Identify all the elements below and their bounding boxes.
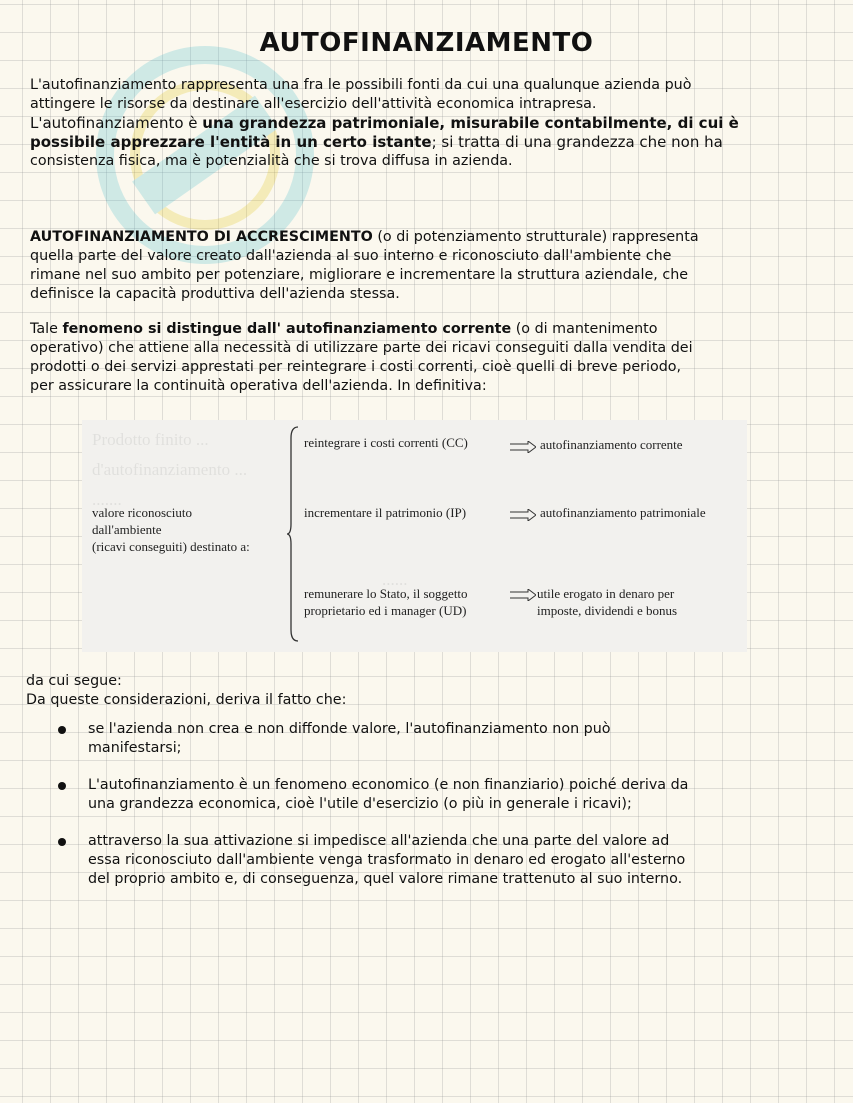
arrow-right-icon (510, 509, 536, 521)
list-item: L'autofinanziamento è un fenomeno economico (e non finanziario) poiché deriva da una grandezza economica, cioè l'utile d'esercizio (o più in generale i ricavi); (52, 776, 802, 814)
text-line: L'autofinanziamento è una grandezza patrimoniale, misurabile contabilmente, di cui è (30, 114, 739, 132)
brace-icon (287, 426, 299, 642)
diagram-result-ip: autofinanziamento patrimoniale (540, 505, 706, 520)
consequences-list (52, 720, 802, 907)
section-heading: AUTOFINANZIAMENTO DI ACCRESCIMENTO (30, 229, 373, 245)
text-line: da cui segue: (26, 673, 122, 689)
list-item: se l'azienda non crea e non diffonde valore, l'autofinanziamento non può manifestarsi; (52, 720, 802, 758)
text-line: AUTOFINANZIAMENTO DI ACCRESCIMENTO (o di potenziamento strutturale) rappresenta (30, 229, 699, 245)
accrescimento-paragraph (30, 228, 820, 304)
diagram-source: valore riconosciuto dall'ambiente (ricavi conseguiti) destinato a: (92, 505, 250, 554)
text-line: rimane nel suo ambito per potenziare, migliorare e incrementare la struttura aziendale, che (30, 267, 689, 283)
text-line: Da queste considerazioni, deriva il fatto che: (26, 692, 347, 708)
diagram-use-ip: incrementare il patrimonio (IP) (304, 505, 467, 520)
bullet-icon (58, 838, 66, 846)
list-item: attraverso la sua attivazione si impedisce all'azienda che una parte del valore ad essa riconosciuto dall'ambiente venga trasformato in denaro ed erogato all'esterno del proprio ambito e, di conseguenza, quel valore rimane trattenuto al suo interno. (52, 832, 802, 889)
diagram-use-cc: reintegrare i costi correnti (CC) (304, 435, 468, 450)
text-line: quella parte del valore creato dall'azienda al suo interno e riconosciuto dall'ambiente che (30, 248, 672, 264)
text-line: L'autofinanziamento rappresenta una fra le possibili fonti da cui una qualunque azienda può (30, 77, 692, 93)
bullet-icon (58, 726, 66, 734)
bullet-icon (58, 782, 66, 790)
conclusion-intro (26, 672, 346, 710)
diagram-scan: Prodotto finito ... d'autofinanziamento ... ....... ...... valore riconosciuto dall'ambiente (ricavi conseguiti) destinato a: reintegrare i costi correnti (CC) autofinanziamento corrente incrementare il patrimonio (IP) autofinanziamento patrimoniale remunerare lo Stato, il soggetto proprietario ed i manager (UD) utile erogato in denaro per imposte, dividendi e bonus (82, 420, 747, 652)
corrente-paragraph (30, 320, 820, 396)
diagram-result-cc: autofinanziamento corrente (540, 437, 683, 452)
diagram-use-ud: remunerare lo Stato, il soggetto proprietario ed i manager (UD) (304, 586, 468, 618)
text-line: operativo) che attiene alla necessità di utilizzare parte dei ricavi conseguiti dalla vendita dei (30, 340, 693, 356)
diagram-result-ud: utile erogato in denaro per imposte, dividendi e bonus (537, 586, 678, 618)
text-line: attingere le risorse da destinare all'esercizio dell'attività economica intrapresa. (30, 96, 597, 112)
text-line: possibile apprezzare l'entità in un certo istante; si tratta di una grandezza che non ha (30, 133, 723, 151)
text-line: consistenza fisica, ma è potenzialità che si trova diffusa in azienda. (30, 153, 513, 169)
text-line: per assicurare la continuità operativa dell'azienda. In definitiva: (30, 378, 487, 394)
text-line: definisce la capacità produttiva dell'azienda stessa. (30, 286, 400, 302)
page-title: AUTOFINANZIAMENTO (259, 28, 594, 58)
text-line: Tale fenomeno si distingue dall' autofinanziamento corrente (o di mantenimento (30, 321, 658, 337)
arrow-right-icon (510, 589, 536, 601)
intro-paragraph (30, 76, 820, 171)
arrow-right-icon (510, 441, 536, 453)
text-line: prodotti o dei servizi apprestati per reintegrare i costi correnti, cioè quelli di breve periodo, (30, 359, 682, 375)
